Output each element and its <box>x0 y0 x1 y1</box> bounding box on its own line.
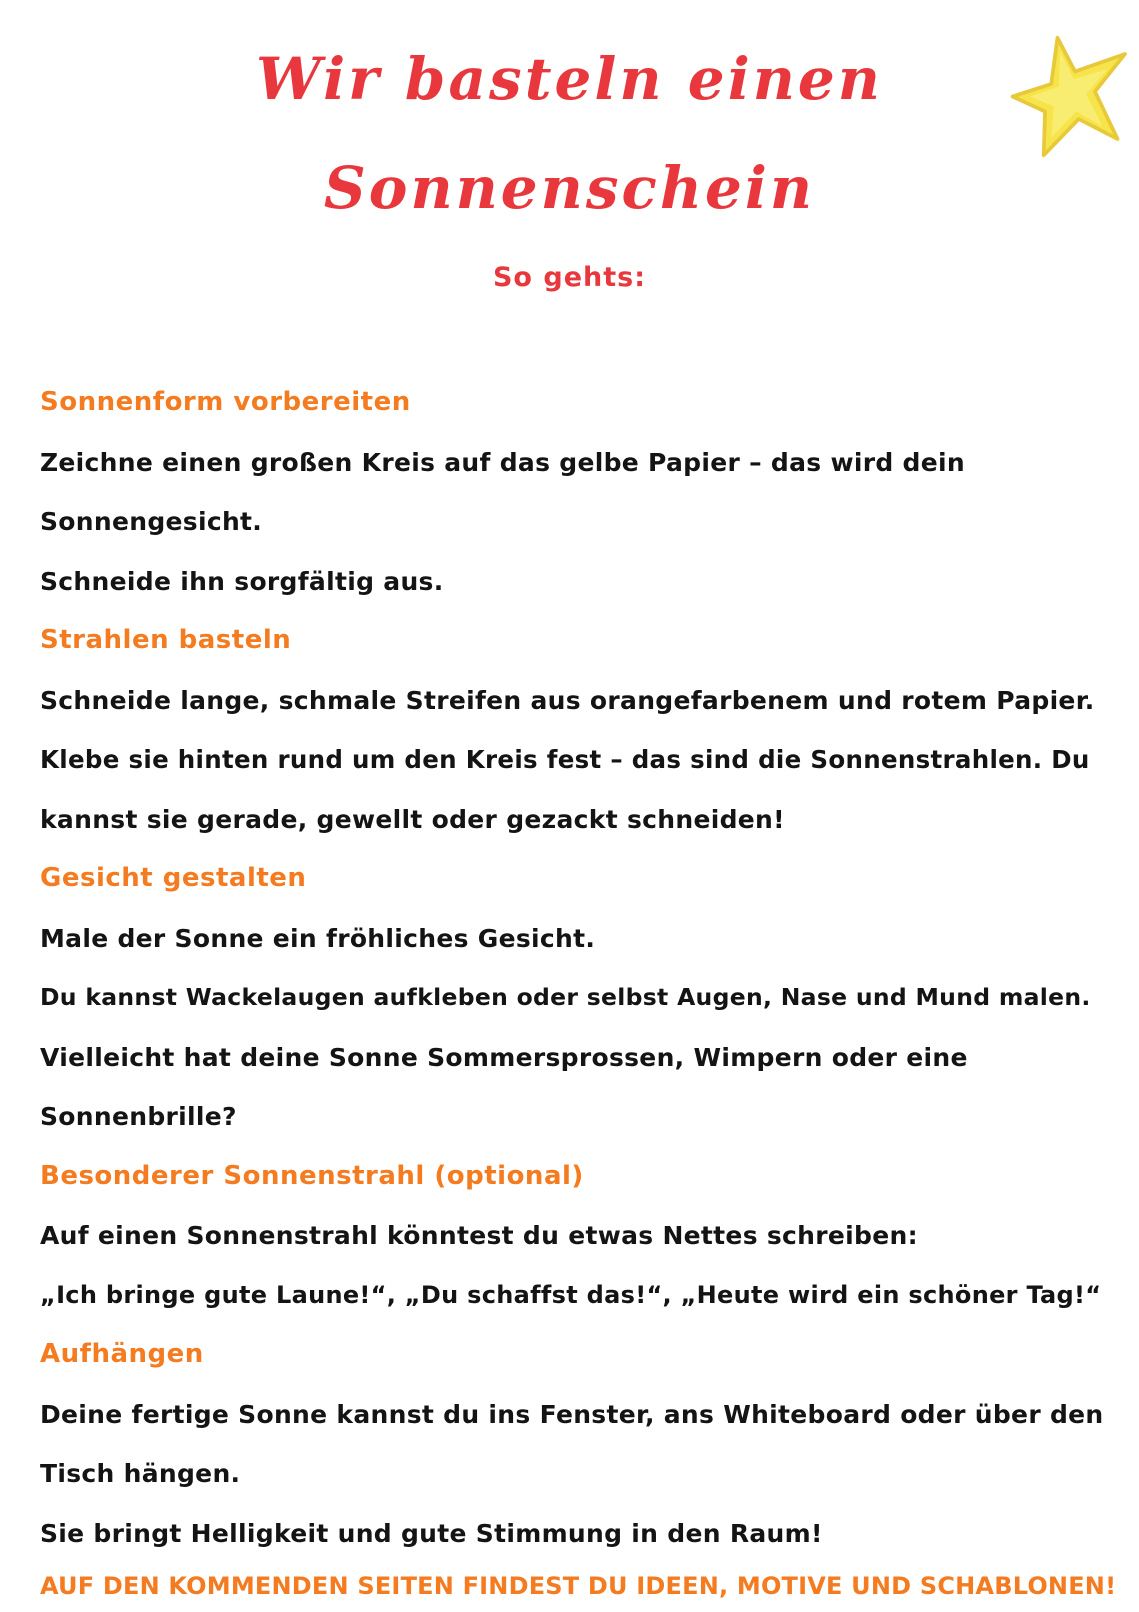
star-icon <box>1010 34 1135 159</box>
body-line: Klebe sie hinten rund um den Kreis fest – das sind die Sonnenstrahlen. Du <box>40 745 1090 774</box>
subtitle: So gehts: <box>492 262 647 293</box>
body-line: Vielleicht hat deine Sonne Sommersprossen, Wimpern oder eine <box>40 1042 968 1072</box>
section-heading-strahlen: Strahlen basteln <box>40 625 292 655</box>
section-heading-sonnenform: Sonnenform vorbereiten <box>40 387 411 417</box>
body-line: Du kannst Wackelaugen aufkleben oder selbst Augen, Nase und Mund malen. <box>40 983 1091 1011</box>
body-line: kannst sie gerade, gewellt oder gezackt schneiden! <box>40 804 785 834</box>
body-line: Male der Sonne ein fröhliches Gesicht. <box>40 923 596 953</box>
body-line: Tisch hängen. <box>40 1459 241 1488</box>
instructions <box>40 380 1110 1570</box>
body-line: Auf einen Sonnenstrahl könntest du etwas Nettes schreiben: <box>40 1221 918 1250</box>
section-heading-aufhaengen: Aufhängen <box>40 1339 204 1369</box>
body-line: Zeichne einen großen Kreis auf das gelbe Papier – das wird dein <box>40 447 965 477</box>
body-line: Sonnenbrille? <box>40 1102 237 1131</box>
body-line: Sonnengesicht. <box>40 507 263 536</box>
body-line: Schneide lange, schmale Streifen aus orangefarbenem und rotem Papier. <box>40 685 1095 715</box>
body-line: Sie bringt Helligkeit und gute Stimmung in den Raum! <box>40 1518 823 1548</box>
footer-note: AUF DEN KOMMENDEN SEITEN FINDEST DU IDEEN, MOTIVE UND SCHABLONEN! <box>40 1572 1117 1600</box>
page-title-line-1: Wir basteln einen <box>256 45 883 113</box>
body-line: Deine fertige Sonne kannst du ins Fenster, ans Whiteboard oder über den <box>40 1399 1104 1429</box>
body-line: Schneide ihn sorgfältig aus. <box>40 566 444 596</box>
section-heading-gesicht: Gesicht gestalten <box>40 863 307 893</box>
body-line: „Ich bringe gute Laune!“, „Du schaffst das!“, „Heute wird ein schöner Tag!“ <box>40 1280 1102 1309</box>
page-title-line-2: Sonnenschein <box>323 154 816 222</box>
section-heading-besonderer-strahl: Besonderer Sonnenstrahl (optional) <box>40 1160 584 1191</box>
